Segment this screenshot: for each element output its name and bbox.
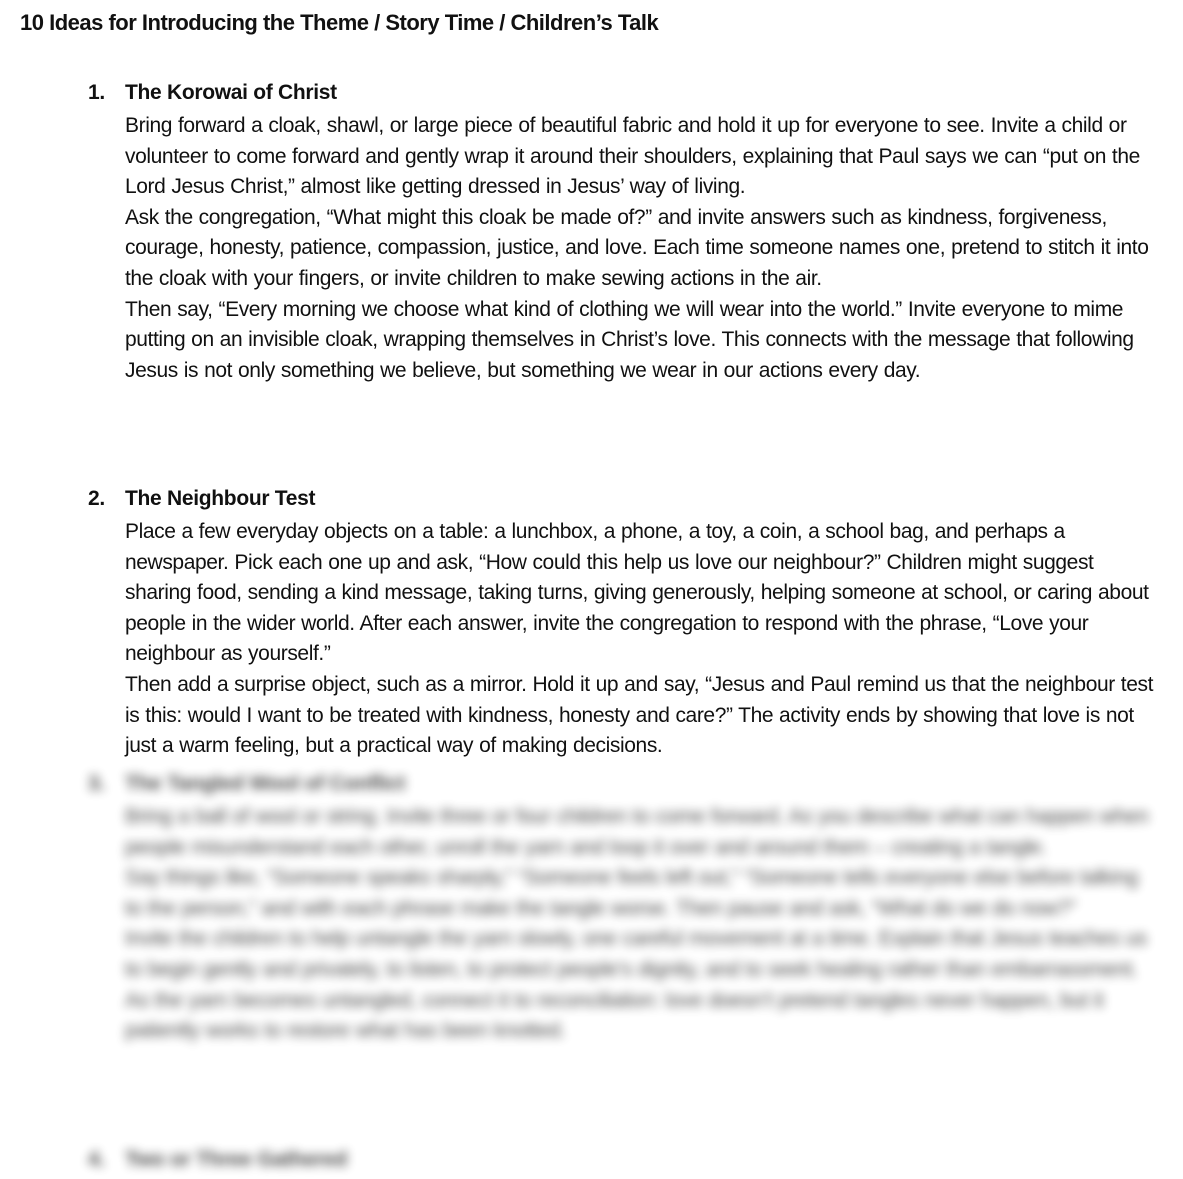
section-two-or-three	[88, 1148, 1153, 1178]
section-header	[88, 487, 1153, 517]
section-number: 2.	[88, 487, 105, 510]
paragraph: Invite the children to help untangle the yarn slowly, one careful movement at a time. Explain that Jesus teaches us to begin gently and privately, to listen, to protect people’s dignity, and to seek healing rather than embarrassment. As the yarn becomes untangled, connect it to reconciliation: love doesn’t pretend tangles never happen, but it patiently works to restore what has been knotted.	[125, 927, 1147, 1043]
section-heading: The Neighbour Test	[125, 487, 316, 510]
document-title: 10 Ideas for Introducing the Theme / Story Time / Children’s Talk	[20, 10, 659, 35]
section-header	[88, 772, 1153, 802]
section-neighbour-test	[88, 487, 1153, 762]
section-number: 1.	[88, 81, 105, 104]
paragraph: Bring a ball of wool or string. Invite three or four children to come forward. As you describe what can happen when people misunderstand each other, unroll the yarn and loop it over and around them – creating a tangle.	[125, 805, 1149, 859]
paragraph: Place a few everyday objects on a table: a lunchbox, a phone, a toy, a coin, a school bag, and perhaps a newspaper. Pick each one up and ask, “How could this help us love our neighbour?” Children might suggest sharing food, sending a kind message, taking turns, giving generously, helping someone at school, or caring about people in the wider world. After each answer, invite the congregation to respond with the phrase, “Love your neighbour as yourself.”	[125, 520, 1149, 666]
paragraph: Bring forward a cloak, shawl, or large piece of beautiful fabric and hold it up for everyone to see. Invite a child or volunteer to come forward and gently wrap it around their shoulders, explaining that Paul says we can “put on the Lord Jesus Christ,” almost like getting dressed in Jesus’ way of living.	[125, 114, 1140, 199]
section-header	[88, 81, 1153, 111]
section-heading: The Korowai of Christ	[125, 81, 337, 104]
section-korowai	[88, 81, 1153, 386]
section-number: 3.	[88, 772, 105, 795]
paragraph: Then say, “Every morning we choose what kind of clothing we will wear into the world.” Invite everyone to mime putting on an invisible cloak, wrapping themselves in Christ’s love. This connects with the message that following Jesus is not only something we believe, but something we wear in our actions every day.	[125, 297, 1134, 382]
section-tangled-wool	[88, 772, 1153, 1047]
paragraph: Then add a surprise object, such as a mirror. Hold it up and say, “Jesus and Paul remind us that the neighbour test is this: would I want to be treated with kindness, honesty and care?” The activity ends by showing that love is not just a warm feeling, but a practical way of making decisions.	[125, 672, 1154, 758]
section-header	[88, 1148, 1153, 1178]
section-heading: Two or Three Gathered	[125, 1148, 348, 1171]
section-heading: The Tangled Wool of Conflict	[125, 772, 406, 795]
paragraph: Say things like, “Someone speaks sharply,” “Someone feels left out,” “Someone tells everyone else before talking to the person,” and with each phrase make the tangle worse. Then pause and ask, “What do we do now?”	[125, 866, 1138, 920]
section-number: 4.	[88, 1148, 105, 1171]
paragraph: Ask the congregation, “What might this cloak be made of?” and invite answers such as kindness, forgiveness, courage, honesty, patience, compassion, justice, and love. Each time someone names one, pretend to stitch it into the cloak with your fingers, or invite children to make sewing actions in the air.	[125, 205, 1149, 290]
